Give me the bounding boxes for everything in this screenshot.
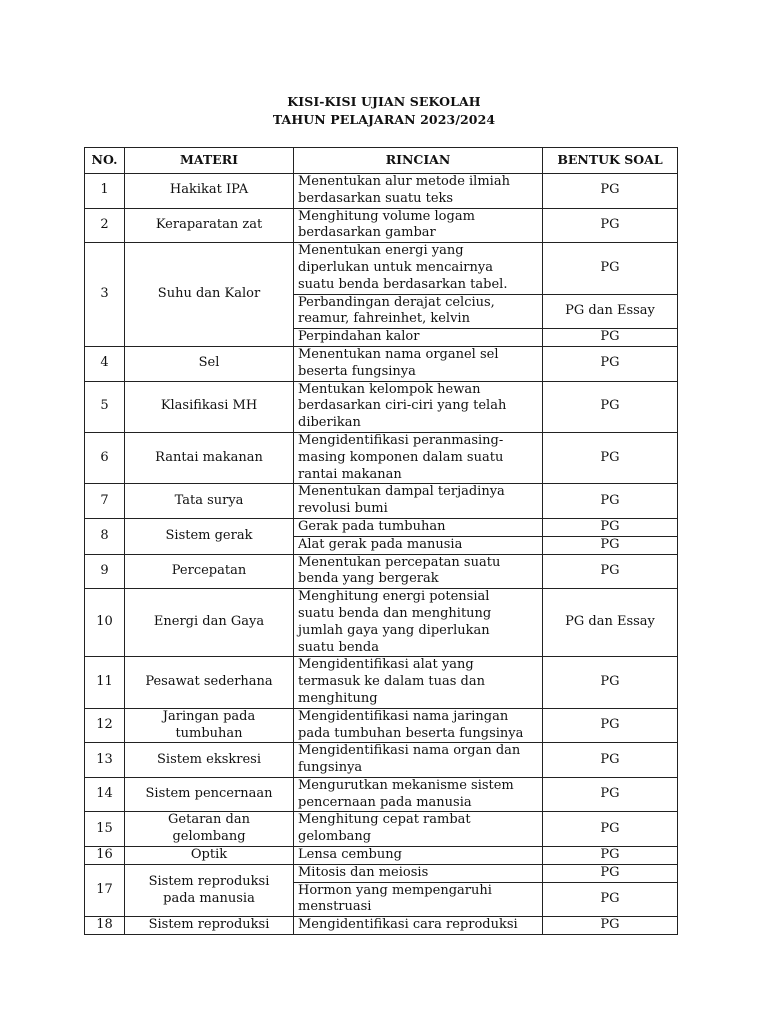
- cell-bentuk-soal: PG: [543, 554, 678, 589]
- cell-bentuk-soal: PG: [543, 864, 678, 882]
- cell-bentuk-soal: PG: [543, 917, 678, 935]
- header-materi: MATERI: [125, 148, 294, 174]
- cell-no: 9: [85, 554, 125, 589]
- cell-materi: Sistem pencernaan: [125, 777, 294, 812]
- cell-rincian: Mitosis dan meiosis: [294, 864, 543, 882]
- cell-rincian: Mengidentifikasi nama jaringan pada tumbuhan beserta fungsinya: [294, 708, 543, 743]
- cell-bentuk-soal: PG: [543, 708, 678, 743]
- cell-materi: Sistem gerak: [125, 518, 294, 554]
- cell-materi: Suhu dan Kalor: [125, 243, 294, 347]
- cell-bentuk-soal: PG: [543, 208, 678, 243]
- cell-no: 3: [85, 243, 125, 347]
- cell-no: 1: [85, 174, 125, 209]
- cell-rincian: Perpindahan kalor: [294, 329, 543, 347]
- cell-no: 13: [85, 743, 125, 778]
- cell-no: 8: [85, 518, 125, 554]
- table-row: [85, 432, 678, 483]
- cell-materi: Sel: [125, 346, 294, 381]
- cell-materi: Jaringan pada tumbuhan: [125, 708, 294, 743]
- cell-materi: Energi dan Gaya: [125, 589, 294, 657]
- cell-bentuk-soal: PG: [543, 847, 678, 865]
- cell-rincian: Perbandingan derajat celcius, reamur, fahreinhet, kelvin: [294, 294, 543, 329]
- cell-no: 17: [85, 864, 125, 916]
- table-row: [85, 777, 678, 812]
- table-row: [85, 917, 678, 935]
- cell-rincian: Lensa cembung: [294, 847, 543, 865]
- cell-bentuk-soal: PG: [543, 243, 678, 294]
- cell-no: 16: [85, 847, 125, 865]
- table-row: [85, 589, 678, 657]
- cell-rincian: Menentukan dampal terjadinya revolusi bumi: [294, 484, 543, 519]
- table-row: [85, 847, 678, 865]
- cell-materi: Klasifikasi MH: [125, 381, 294, 432]
- header-bentuk-soal: BENTUK SOAL: [543, 148, 678, 174]
- cell-rincian: Mentukan kelompok hewan berdasarkan ciri-ciri yang telah diberikan: [294, 381, 543, 432]
- cell-bentuk-soal: PG: [543, 657, 678, 708]
- cell-rincian: Menghitung energi potensial suatu benda dan menghitung jumlah gaya yang diperlukan suatu benda: [294, 589, 543, 657]
- cell-bentuk-soal: PG dan Essay: [543, 589, 678, 657]
- table-row: [85, 346, 678, 381]
- table-row: [85, 174, 678, 209]
- cell-rincian: Menentukan energi yang diperlukan untuk mencairnya suatu benda berdasarkan tabel.: [294, 243, 543, 294]
- cell-bentuk-soal: PG: [543, 812, 678, 847]
- cell-bentuk-soal: PG: [543, 536, 678, 554]
- document-title: KISI-KISI UJIAN SEKOLAH: [287, 94, 481, 109]
- cell-no: 12: [85, 708, 125, 743]
- cell-no: 11: [85, 657, 125, 708]
- cell-bentuk-soal: PG: [543, 381, 678, 432]
- cell-rincian: Mengurutkan mekanisme sistem pencernaan pada manusia: [294, 777, 543, 812]
- cell-materi: Percepatan: [125, 554, 294, 589]
- kisi-kisi-table: [84, 147, 678, 935]
- cell-materi: Hakikat IPA: [125, 174, 294, 209]
- cell-rincian: Menentukan alur metode ilmiah berdasarkan suatu teks: [294, 174, 543, 209]
- cell-materi: Sistem reproduksi: [125, 917, 294, 935]
- cell-rincian: Mengidentifikasi nama organ dan fungsinya: [294, 743, 543, 778]
- cell-materi: Sistem ekskresi: [125, 743, 294, 778]
- table-row: [85, 657, 678, 708]
- cell-materi: Rantai makanan: [125, 432, 294, 483]
- table-row: [85, 554, 678, 589]
- header-rincian: RINCIAN: [294, 148, 543, 174]
- cell-rincian: Mengidentifikasi alat yang termasuk ke dalam tuas dan menghitung: [294, 657, 543, 708]
- cell-rincian: Mengidentifikasi cara reproduksi: [294, 917, 543, 935]
- cell-bentuk-soal: PG: [543, 346, 678, 381]
- table-row: [85, 484, 678, 519]
- table-row: [85, 812, 678, 847]
- table-row: [85, 381, 678, 432]
- cell-no: 7: [85, 484, 125, 519]
- table-row: [85, 208, 678, 243]
- document-subtitle: TAHUN PELAJARAN 2023/2024: [272, 112, 496, 127]
- cell-rincian: Gerak pada tumbuhan: [294, 518, 543, 536]
- cell-bentuk-soal: PG: [543, 484, 678, 519]
- table-body: [85, 174, 678, 935]
- table-row: [85, 743, 678, 778]
- cell-no: 2: [85, 208, 125, 243]
- cell-bentuk-soal: PG: [543, 518, 678, 536]
- cell-bentuk-soal: PG: [543, 174, 678, 209]
- cell-rincian: Hormon yang mempengaruhi menstruasi: [294, 882, 543, 917]
- cell-materi: Tata surya: [125, 484, 294, 519]
- cell-bentuk-soal: PG: [543, 882, 678, 917]
- cell-bentuk-soal: PG: [543, 432, 678, 483]
- cell-bentuk-soal: PG dan Essay: [543, 294, 678, 329]
- table-row: [85, 243, 678, 294]
- cell-bentuk-soal: PG: [543, 329, 678, 347]
- cell-no: 4: [85, 346, 125, 381]
- cell-no: 14: [85, 777, 125, 812]
- cell-materi: Optik: [125, 847, 294, 865]
- cell-materi: Getaran dan gelombang: [125, 812, 294, 847]
- header-no: NO.: [85, 148, 125, 174]
- cell-bentuk-soal: PG: [543, 777, 678, 812]
- table-row: [85, 708, 678, 743]
- cell-no: 10: [85, 589, 125, 657]
- table-row: [85, 864, 678, 882]
- cell-materi: Pesawat sederhana: [125, 657, 294, 708]
- cell-materi: Keraparatan zat: [125, 208, 294, 243]
- cell-rincian: Alat gerak pada manusia: [294, 536, 543, 554]
- cell-rincian: Menghitung volume logam berdasarkan gambar: [294, 208, 543, 243]
- cell-bentuk-soal: PG: [543, 743, 678, 778]
- table-row: [85, 518, 678, 536]
- cell-no: 5: [85, 381, 125, 432]
- table-header-row: [85, 148, 678, 174]
- cell-rincian: Menentukan nama organel sel beserta fungsinya: [294, 346, 543, 381]
- cell-materi: Sistem reproduksi pada manusia: [125, 864, 294, 916]
- cell-rincian: Menentukan percepatan suatu benda yang bergerak: [294, 554, 543, 589]
- cell-rincian: Menghitung cepat rambat gelombang: [294, 812, 543, 847]
- cell-no: 6: [85, 432, 125, 483]
- cell-rincian: Mengidentifikasi peranmasing- masing komponen dalam suatu rantai makanan: [294, 432, 543, 483]
- cell-no: 15: [85, 812, 125, 847]
- cell-no: 18: [85, 917, 125, 935]
